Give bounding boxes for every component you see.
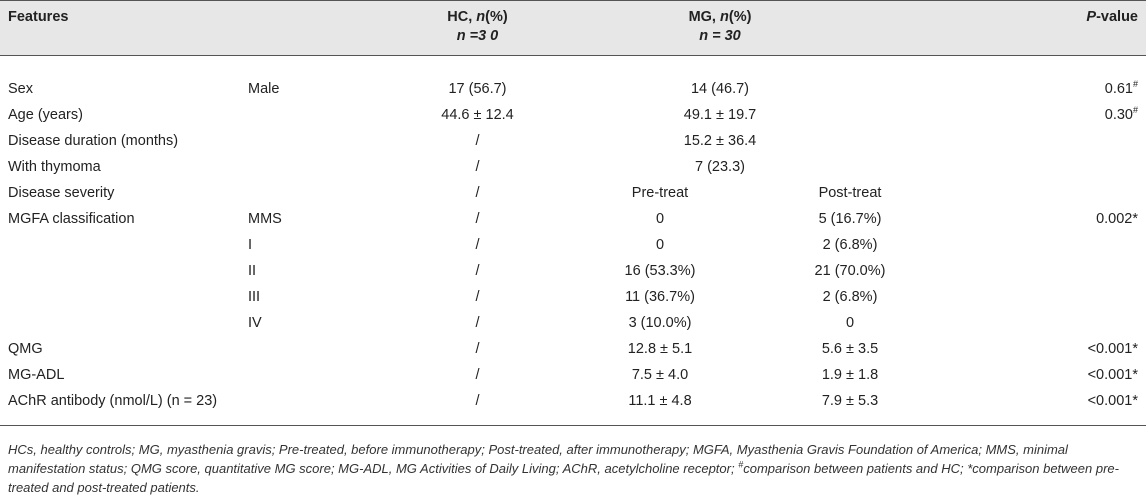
- p-value-cell: [1105, 76, 1138, 102]
- table-row: [0, 388, 1146, 414]
- post-treat-cell-text: 21 (70.0%): [814, 263, 886, 279]
- mg-cell-text: 15.2 ± 36.4: [683, 133, 757, 149]
- p-value-cell: [1088, 362, 1138, 388]
- hc-cell: [390, 284, 565, 310]
- post-treat-cell-text: 5 (16.7%): [818, 211, 882, 227]
- hc-cell: [390, 232, 565, 258]
- post-treat-cell-text: 2 (6.8%): [822, 237, 878, 253]
- pre-treat-cell: [565, 258, 755, 284]
- subgroup-cell: [248, 232, 252, 258]
- table-row: [0, 76, 1146, 102]
- feature-cell: [8, 388, 217, 414]
- hc-cell-text: /: [475, 237, 480, 253]
- feature-cell-text: With thymoma: [8, 159, 101, 175]
- header-hc-n: n: [476, 9, 486, 25]
- hc-cell-text: 17 (56.7): [448, 81, 507, 97]
- subgroup-cell: [248, 284, 260, 310]
- p-value-cell: [1088, 388, 1138, 414]
- p-value-cell-text: <0.001*: [1087, 393, 1138, 409]
- header-hc-line1: [390, 8, 565, 27]
- p-value-cell: [1105, 102, 1138, 128]
- header-pvalue: [1086, 8, 1138, 27]
- p-value-cell-text: <0.001*: [1087, 367, 1138, 383]
- pre-treat-cell-text: 3 (10.0%): [628, 315, 692, 331]
- bottom-rule: [0, 425, 1146, 426]
- pre-treat-cell-text: Pre-treat: [631, 185, 689, 201]
- footnote-text-2: comparison between patients and HC; *comparison between pre-treated and post-treated patients.: [8, 461, 1119, 495]
- pre-treat-cell-text: 0: [655, 237, 665, 253]
- hc-cell-text: /: [475, 263, 480, 279]
- header-features: [8, 8, 68, 27]
- pre-treat-cell: [565, 180, 755, 206]
- header-hc-line2: [390, 27, 565, 46]
- feature-cell: [8, 206, 135, 232]
- pre-treat-cell: [565, 232, 755, 258]
- feature-cell: [8, 76, 33, 102]
- hc-cell: [390, 258, 565, 284]
- pre-treat-cell-text: 16 (53.3%): [624, 263, 696, 279]
- subgroup-cell: [248, 310, 262, 336]
- hc-cell: [390, 102, 565, 128]
- table-row: [0, 232, 1146, 258]
- subgroup-cell-text: MMS: [248, 211, 282, 227]
- subgroup-cell-text: I: [248, 237, 253, 253]
- feature-cell: [8, 154, 101, 180]
- header-features-label: Features: [8, 9, 69, 25]
- hc-cell: [390, 362, 565, 388]
- feature-cell-text: MGFA classification: [8, 211, 135, 227]
- post-treat-cell-text: 2 (6.8%): [822, 289, 878, 305]
- post-treat-cell: [755, 102, 945, 128]
- hc-cell-text: 44.6 ± 12.4: [441, 107, 514, 123]
- post-treat-cell-text: Post-treat: [818, 185, 882, 201]
- subgroup-cell-text: II: [248, 263, 257, 279]
- post-treat-cell: [755, 128, 945, 154]
- hc-cell: [390, 336, 565, 362]
- hc-cell-text: /: [475, 159, 480, 175]
- post-treat-cell-text: 0: [845, 315, 855, 331]
- pre-treat-cell-text: 7.5 ± 4.0: [631, 367, 689, 383]
- mg-cell-text: 14 (46.7): [690, 81, 750, 97]
- feature-cell: [8, 102, 83, 128]
- pre-treat-cell-text: 11 (36.7%): [625, 289, 695, 305]
- feature-cell-text: MG-ADL: [8, 367, 65, 383]
- post-treat-cell: [755, 232, 945, 258]
- pre-treat-cell: [565, 102, 755, 128]
- feature-cell: [8, 362, 64, 388]
- header-rule: [0, 55, 1146, 56]
- table-row: [0, 310, 1146, 336]
- post-treat-cell: [755, 180, 945, 206]
- hc-cell: [390, 76, 565, 102]
- top-rule: [0, 0, 1146, 1]
- pre-treat-cell-text: 11.1 ± 4.8: [628, 393, 692, 409]
- header-p-letter: P: [1086, 9, 1097, 25]
- mg-cell-text: 49.1 ± 19.7: [683, 107, 757, 123]
- hc-cell-text: /: [475, 185, 480, 201]
- hc-cell: [390, 206, 565, 232]
- pre-treat-cell: [565, 76, 755, 102]
- feature-cell-text: Disease severity: [8, 185, 115, 201]
- feature-cell-text: Age (years): [8, 107, 83, 123]
- post-treat-cell-text: 7.9 ± 5.3: [821, 393, 879, 409]
- hc-cell: [390, 310, 565, 336]
- header-mg-label: MG,: [688, 9, 720, 25]
- p-value-cell: [1096, 206, 1138, 232]
- table-footnote: [8, 440, 1138, 497]
- hc-cell-text: /: [475, 341, 480, 357]
- post-treat-cell: [755, 258, 945, 284]
- post-treat-cell: [755, 362, 945, 388]
- pre-treat-cell: [565, 154, 755, 180]
- header-mg-pct: (%): [728, 9, 752, 25]
- table-row: [0, 180, 1146, 206]
- post-treat-cell-text: 5.6 ± 3.5: [821, 341, 879, 357]
- pre-treat-cell-text: 0: [655, 211, 665, 227]
- post-treat-cell: [755, 284, 945, 310]
- header-p-suffix: -value: [1096, 9, 1138, 25]
- header-hc: [390, 8, 565, 46]
- post-treat-cell: [755, 206, 945, 232]
- subgroup-cell: [248, 258, 256, 284]
- feature-cell: [8, 180, 114, 206]
- pre-treat-cell: [565, 128, 755, 154]
- pre-treat-cell: [565, 284, 755, 310]
- pre-treat-cell: [565, 362, 755, 388]
- header-mg-count: n = 30: [699, 28, 741, 44]
- table-row: [0, 336, 1146, 362]
- footnote-hash: #: [738, 459, 744, 470]
- hc-cell-text: /: [475, 315, 480, 331]
- mg-cell-text: 7 (23.3): [695, 159, 745, 175]
- post-treat-cell: [755, 76, 945, 102]
- table-row: [0, 258, 1146, 284]
- pre-treat-cell: [565, 206, 755, 232]
- hc-cell: [390, 388, 565, 414]
- header-hc-label: HC,: [447, 9, 477, 25]
- p-value-cell: [1088, 336, 1138, 362]
- hc-cell-text: /: [475, 133, 480, 149]
- feature-cell-text: QMG: [8, 341, 43, 357]
- subgroup-cell: [248, 76, 279, 102]
- p-value-cell-text: 0.61: [1104, 81, 1133, 97]
- header-hc-count: n =3 0: [456, 28, 499, 44]
- p-value-cell-text: 0.30: [1104, 107, 1133, 123]
- post-treat-cell-text: 1.9 ± 1.8: [821, 367, 879, 383]
- hc-cell-text: /: [475, 393, 480, 409]
- header-mg-n: n: [720, 9, 729, 25]
- subgroup-cell-text: IV: [248, 315, 262, 331]
- pre-treat-cell-text: 12.8 ± 5.1: [627, 341, 693, 357]
- p-value-cell-text: 0.002*: [1096, 211, 1138, 227]
- feature-cell-text: AChR antibody (nmol/L) (n = 23): [8, 393, 218, 409]
- table-row: [0, 128, 1146, 154]
- pre-treat-cell: [565, 336, 755, 362]
- table-row: [0, 154, 1146, 180]
- table-row: [0, 362, 1146, 388]
- p-value-marker: #: [1132, 105, 1138, 116]
- hc-cell: [390, 128, 565, 154]
- post-treat-cell: [755, 336, 945, 362]
- post-treat-cell: [755, 154, 945, 180]
- header-mg-line1: [565, 8, 875, 27]
- table-row: [0, 206, 1146, 232]
- p-value-cell-text: <0.001*: [1087, 341, 1138, 357]
- p-value-marker: #: [1132, 79, 1138, 90]
- feature-cell: [8, 336, 43, 362]
- hc-cell: [390, 180, 565, 206]
- table-row: [0, 102, 1146, 128]
- pre-treat-cell: [565, 388, 755, 414]
- header-mg: [565, 8, 875, 46]
- subgroup-cell-text: Male: [248, 81, 280, 97]
- feature-cell: [8, 128, 178, 154]
- pre-treat-cell: [565, 310, 755, 336]
- hc-cell-text: /: [475, 367, 480, 383]
- post-treat-cell: [755, 310, 945, 336]
- feature-cell-text: Disease duration (months): [8, 133, 179, 149]
- subgroup-cell: [248, 206, 282, 232]
- header-mg-line2: [565, 27, 875, 46]
- hc-cell: [390, 154, 565, 180]
- post-treat-cell: [755, 388, 945, 414]
- table-row: [0, 284, 1146, 310]
- footnote-text-1: HCs, healthy controls; MG, myasthenia gravis; Pre-treated, before immunotherapy; Post-treated, after immunotherapy; MGFA, Myasthenia Gravis Foundation of America; MMS, minimal manifestation status; QMG score, quantitative MG score; MG-ADL, MG Activities of Daily Living; AChR, acetylcholine receptor;: [8, 442, 1068, 476]
- hc-cell-text: /: [475, 289, 480, 305]
- subgroup-cell-text: III: [248, 289, 261, 305]
- feature-cell-text: Sex: [8, 81, 33, 97]
- table-header: [0, 0, 1146, 55]
- hc-cell-text: /: [475, 211, 480, 227]
- header-hc-pct: (%): [485, 9, 508, 25]
